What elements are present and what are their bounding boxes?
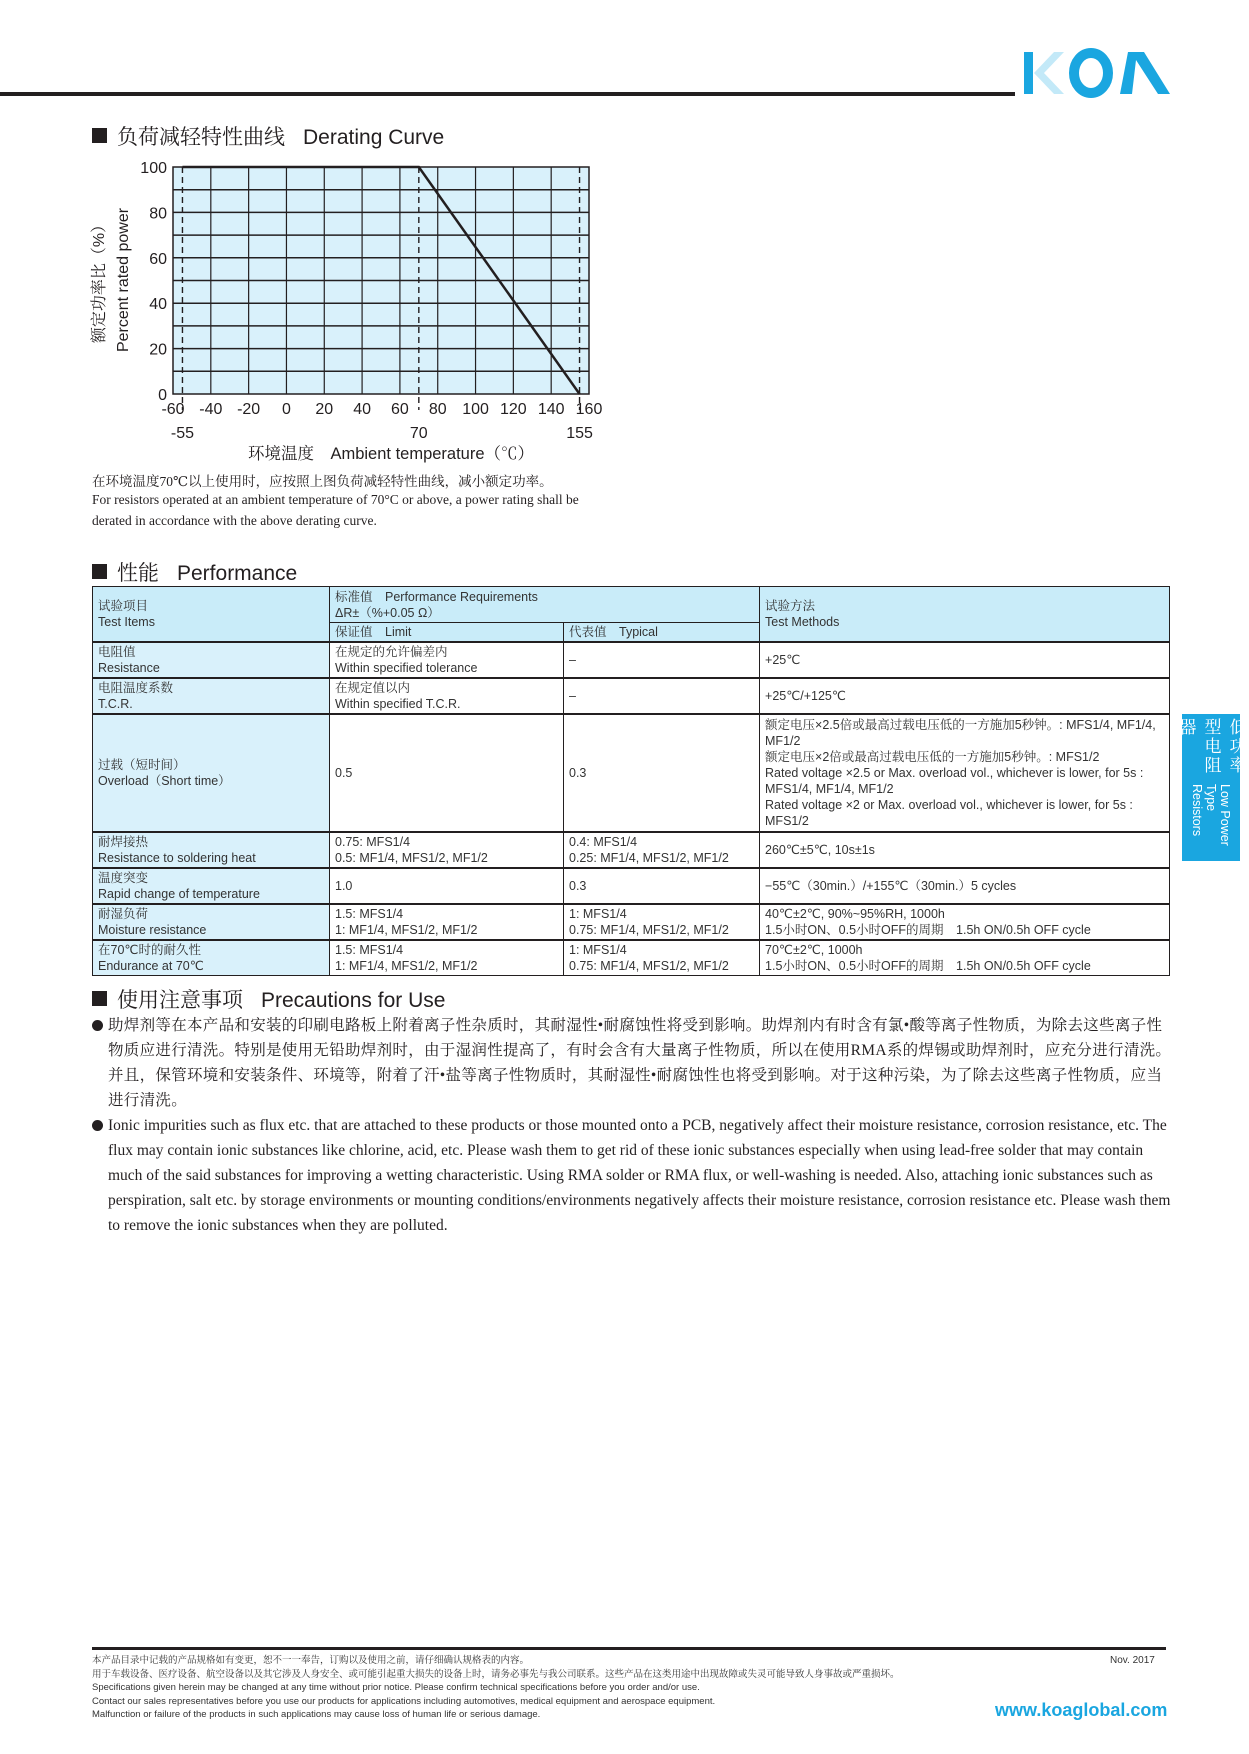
- marker-label: 70: [409, 425, 428, 442]
- bullet-icon: [92, 1120, 103, 1131]
- marker-label: -55: [170, 425, 195, 442]
- bullet-icon: [92, 1020, 103, 1031]
- footer-rule: [92, 1647, 1166, 1650]
- test-item: 耐焊接热 Resistance to soldering heat: [93, 832, 330, 868]
- test-method: +25℃: [760, 642, 1170, 678]
- test-method: 40℃±2℃, 90%~95%RH, 1000h 1.5小时ON、0.5小时OFF的周期 1.5h ON/0.5h OFF cycle: [760, 904, 1170, 940]
- website-link[interactable]: www.koaglobal.com: [995, 1700, 1168, 1720]
- derating-note-en-1: For resistors operated at an ambient temperature of 70°C or above, a power rating shall be: [92, 492, 579, 507]
- typical-value: 0.4: MFS1/4 0.25: MF1/4, MFS1/2, MF1/2: [564, 832, 760, 868]
- footer-disclaimer: 本产品目录中记载的产品规格如有变更，恕不一一奉告，订购以及使用之前，请仔细确认规格表的内容。 用于车载设备、医疗设备、航空设备以及其它涉及人身安全、或可能引起重大损失的设备上时，请务必事先与我公司联系。这些产品在这类用途中出现故障或失灵可能导致人身事故或严重损坏。 Specifications given herein may be changed at any time without prior notice. Please confirm technical specifications before you order and/or use. Contact our sales representatives before you use our products for applications including automotives, medical equipment and aerospace equipment. Malfunction or failure of the products in such applications may cause loss of human life or serious damage.: [92, 1655, 900, 1721]
- footer-date: Nov. 2017: [1110, 1655, 1155, 1666]
- test-method: 260℃±5℃, 10s±1s: [760, 832, 1170, 868]
- typical-value: –: [564, 678, 760, 714]
- header-typical: 代表值 Typical: [564, 623, 760, 643]
- y-tick-label: 80: [149, 205, 167, 223]
- koa-logo: [1024, 50, 1170, 96]
- header-test-methods: 试验方法 Test Methods: [760, 587, 1170, 643]
- x-tick-label: -40: [199, 401, 223, 418]
- derating-note-cn: 在环境温度70℃以上使用时，应按照上图负荷减轻特性曲线，减小额定功率。: [92, 474, 553, 489]
- square-bullet-icon: [92, 564, 107, 579]
- limit-value: 1.5: MFS1/4 1: MF1/4, MFS1/2, MF1/2: [330, 940, 564, 976]
- test-item: 电阻温度系数 T.C.R.: [93, 678, 330, 714]
- performance-table: [92, 586, 1170, 976]
- table-row: [93, 940, 1170, 976]
- y-axis-title-cn: 额定功率比（%）: [91, 216, 108, 344]
- y-axis-title-en: Percent rated power: [115, 207, 132, 353]
- square-bullet-icon: [92, 991, 107, 1006]
- y-tick-label: 20: [149, 341, 167, 359]
- typical-value: 0.3: [564, 714, 760, 832]
- test-item: 电阻值 Resistance: [93, 642, 330, 678]
- performance-section-title: 性能 Performance: [92, 557, 297, 587]
- test-method: 额定电压×2.5倍或最高过载电压低的一方施加5秒钟。: MFS1/4, MF1/4, MF1/2 额定电压×2倍或最高过载电压低的一方施加5秒钟。: MFS1/2 Rated voltage ×2.5 or Max. overload vol., whichever is lower, for 5s : MFS1/4, MF1/4, MF1/2 Rated voltage ×2 or Max. overload vol., whichever is lower, for 5s : MFS1/2: [760, 714, 1170, 832]
- limit-value: 0.75: MFS1/4 0.5: MF1/4, MFS1/2, MF1/2: [330, 832, 564, 868]
- header-limit: 保证值 Limit: [330, 623, 564, 643]
- x-tick-label: -20: [237, 401, 261, 418]
- table-row: [93, 642, 1170, 678]
- y-tick-label: 60: [149, 250, 167, 268]
- derating-note-en-2: derated in accordance with the above derating curve.: [92, 513, 377, 528]
- table-row: [93, 868, 1170, 904]
- header-test-items: 试验项目 Test Items: [93, 587, 330, 643]
- test-method: +25℃/+125℃: [760, 678, 1170, 714]
- table-row: [93, 678, 1170, 714]
- test-item: 温度突变 Rapid change of temperature: [93, 868, 330, 904]
- table-row: [93, 832, 1170, 868]
- x-tick-label: 20: [315, 401, 334, 418]
- test-item: 耐湿负荷 Moisture resistance: [93, 904, 330, 940]
- marker-label: 155: [566, 425, 593, 442]
- x-tick-label: 120: [500, 401, 527, 418]
- derating-chart: [0, 0, 700, 480]
- x-tick-label: 80: [428, 401, 447, 418]
- typical-value: 1: MFS1/4 0.75: MF1/4, MFS1/2, MF1/2: [564, 904, 760, 940]
- limit-value: 在规定的允许偏差内 Within specified tolerance: [330, 642, 564, 678]
- precaution-cn: 助焊剂等在本产品和安装的印刷电路板上附着离子性杂质时，其耐湿性•耐腐蚀性将受到影响。助焊剂内有时含有氯•酸等离子性物质，为除去这些离子性物质应进行清洗。特别是使用无铅助焊剂时，由于湿润性提高了，有时会含有大量离子性物质，所以在使用RMA系的焊锡或助焊剂时，应充分进行清洗。并且，保管环境和安装条件、环境等，附着了汗•盐等离子性物质时，其耐湿性•耐腐蚀性也将受到影响。对于这种污染，为了除去这些离子性物质，应当进行清洗。: [92, 1013, 1172, 1113]
- x-tick-label: 140: [537, 401, 565, 418]
- header-requirements: 标准值 Performance Requirements ΔR±（%+0.05 Ω）: [330, 587, 760, 623]
- test-item: 过载（短时间） Overload（Short time）: [93, 714, 330, 832]
- limit-value: 0.5: [330, 714, 564, 832]
- precautions-section-title: 使用注意事项 Precautions for Use: [92, 984, 445, 1014]
- x-axis-title: 环境温度 Ambient temperature（℃）: [247, 445, 535, 463]
- table-row: [93, 904, 1170, 940]
- y-tick-label: 0: [158, 387, 167, 404]
- limit-value: 在规定值以内 Within specified T.C.R.: [330, 678, 564, 714]
- typical-value: 0.3: [564, 868, 760, 904]
- y-tick-label: 40: [149, 296, 167, 314]
- typical-value: –: [564, 642, 760, 678]
- test-item: 在70℃时的耐久性 Endurance at 70℃: [93, 940, 330, 976]
- side-category-tab: 低功率型电阻器 Low Power Type Resistors: [1182, 714, 1240, 861]
- test-method: −55℃（30min.）/+155℃（30min.）5 cycles: [760, 868, 1170, 904]
- x-tick-label: 40: [353, 401, 371, 418]
- x-tick-label: 0: [282, 401, 291, 418]
- table-row: [93, 714, 1170, 832]
- y-tick-label: 100: [140, 160, 167, 177]
- test-method: 70℃±2℃, 1000h 1.5小时ON、0.5小时OFF的周期 1.5h ON/0.5h OFF cycle: [760, 940, 1170, 976]
- precautions-text: [92, 1013, 1172, 1238]
- x-tick-label: 60: [391, 401, 409, 418]
- limit-value: 1.0: [330, 868, 564, 904]
- x-tick-label: -60: [161, 401, 185, 418]
- x-tick-label: 160: [575, 401, 603, 418]
- typical-value: 1: MFS1/4 0.75: MF1/4, MFS1/2, MF1/2: [564, 940, 760, 976]
- precaution-en: Ionic impurities such as flux etc. that are attached to these products or those mounted onto a PCB, negatively affect their moisture resistance, corrosion resistance, etc. The flux may contain ionic substances like chlorine, acid, etc. Please wash them to get rid of these ionic substances especially when using lead-free solder that may contain much of the said substances for improving a wetting characteristic. Using RMA solder or RMA flux, or well-washing is needed. Also, attaching ionic substances such as perspiration, salt etc. by storage environments or mounting conditions/environments negatively affects their moisture resistance, corrosion resistance etc. Please wash them to remove the ionic substances when they are polluted.: [92, 1113, 1172, 1238]
- x-tick-label: 100: [462, 401, 489, 418]
- limit-value: 1.5: MFS1/4 1: MF1/4, MFS1/2, MF1/2: [330, 904, 564, 940]
- derating-section-title: 负荷减轻特性曲线 Derating Curve: [92, 121, 444, 151]
